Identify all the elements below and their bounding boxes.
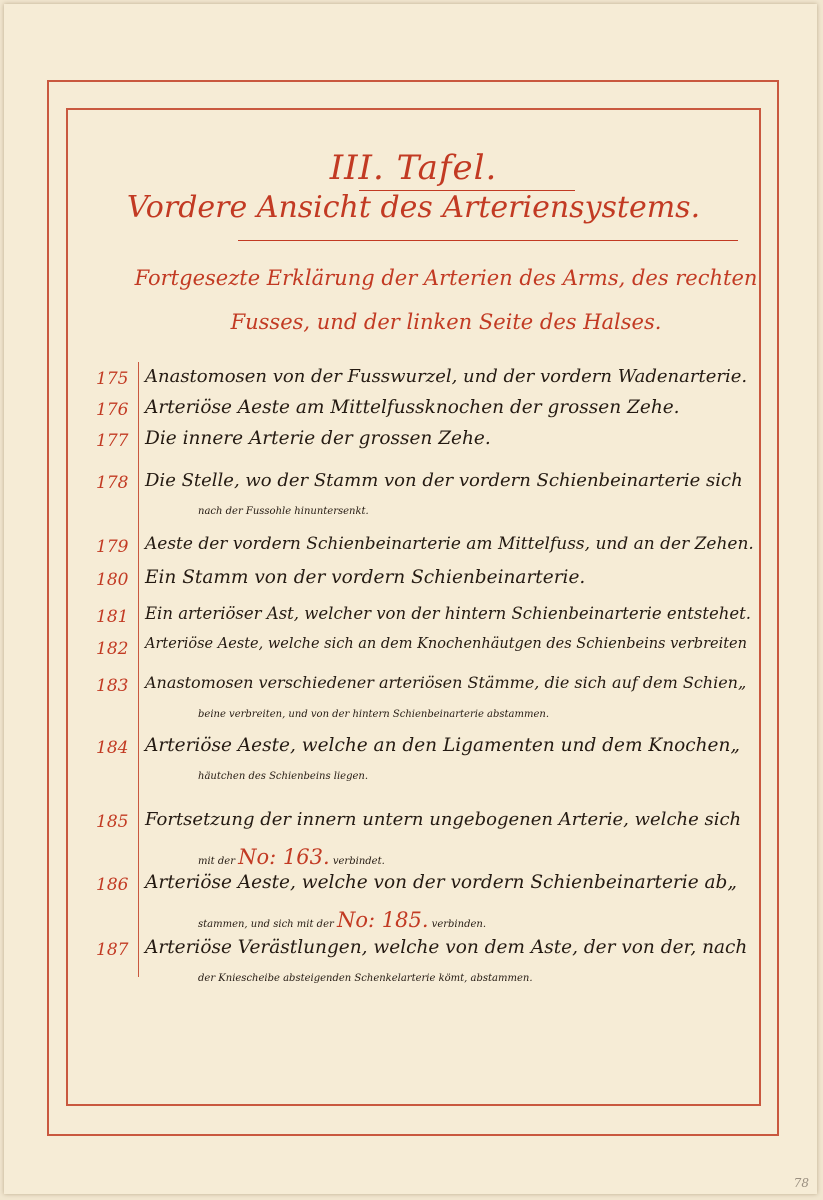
- caption-line-1: Fortgesezte Erklärung der Arterien des Arms, des rechten: [134, 266, 758, 290]
- entry-text-line: der Kniescheibe absteigenden Schenkelarterie kömt, abstammen.: [198, 973, 533, 984]
- entry-text-line: Arteriöse Aeste, welche sich an dem Knochenhäutgen des Schienbeins verbreiten: [145, 636, 747, 652]
- subtitle-underline: [238, 240, 738, 241]
- entry-number: 186: [96, 875, 129, 895]
- entry-text-line: Arteriöse Aeste, welche von der vordern Schienbeinarterie ab„: [145, 872, 737, 893]
- entry-text-line: nach der Fussohle hinuntersenkt.: [198, 506, 369, 517]
- entry-text-line: Fortsetzung der innern untern ungebogenen Arterie, welche sich: [145, 809, 742, 830]
- entry-text-line: Die Stelle, wo der Stamm von der vordern Schienbeinarterie sich: [145, 470, 743, 491]
- entry-number: 184: [96, 738, 129, 758]
- entry-number: 175: [96, 369, 129, 389]
- entry-number: 176: [96, 400, 129, 420]
- entry-text-line: Aeste der vordern Schienbeinarterie am Mittelfuss, und an der Zehen.: [145, 534, 754, 554]
- entry-text-line: Ein Stamm von der vordern Schienbeinarterie.: [145, 567, 586, 588]
- entry-text-line: Arteriöse Aeste, welche an den Ligamenten und dem Knochen„: [145, 735, 740, 756]
- plate-subtitle: Vordere Ansicht des Arteriensystems.: [126, 190, 701, 225]
- entry-number: 185: [96, 812, 129, 832]
- entry-text-line: Anastomosen von der Fusswurzel, und der vordern Wadenarterie.: [145, 366, 748, 387]
- plate-title: III. Tafel.: [329, 148, 498, 188]
- entry-text-line: stammen, und sich mit der No: 185. verbinden.: [198, 908, 487, 932]
- entry-number: 178: [96, 473, 129, 493]
- entry-number: 181: [96, 607, 129, 627]
- page-number: 78: [793, 1176, 809, 1190]
- entry-text-line: Anastomosen verschiedener arteriösen Stämme, die sich auf dem Schien„: [145, 673, 747, 692]
- entry-text-line: mit der No: 163. verbindet.: [198, 845, 385, 869]
- cross-reference: No: 163.: [238, 845, 330, 869]
- margin-rule: [138, 362, 139, 977]
- entry-text-line: Arteriöse Verästlungen, welche von dem Aste, der von der, nach: [145, 937, 748, 958]
- caption-line-2: Fusses, und der linken Seite des Halses.: [230, 310, 662, 334]
- cross-reference: No: 185.: [336, 908, 429, 932]
- entry-number: 183: [96, 676, 129, 696]
- entry-text-line: beine verbreiten, und von der hintern Schienbeinarterie abstammen.: [198, 709, 550, 720]
- entry-number: 180: [96, 570, 129, 590]
- entry-number: 179: [96, 537, 129, 557]
- entry-text-line: Arteriöse Aeste am Mittelfussknochen der grossen Zehe.: [145, 397, 680, 418]
- entry-number: 177: [96, 431, 129, 451]
- entry-text-line: Die innere Arterie der grossen Zehe.: [145, 428, 491, 449]
- entry-text-line: Ein arteriöser Ast, welcher von der hintern Schienbeinarterie entstehet.: [145, 604, 751, 623]
- entry-number: 182: [96, 639, 129, 659]
- plate-caption: [126, 256, 766, 344]
- entry-text-line: häutchen des Schienbeins liegen.: [198, 771, 369, 782]
- entry-number: 187: [96, 940, 129, 960]
